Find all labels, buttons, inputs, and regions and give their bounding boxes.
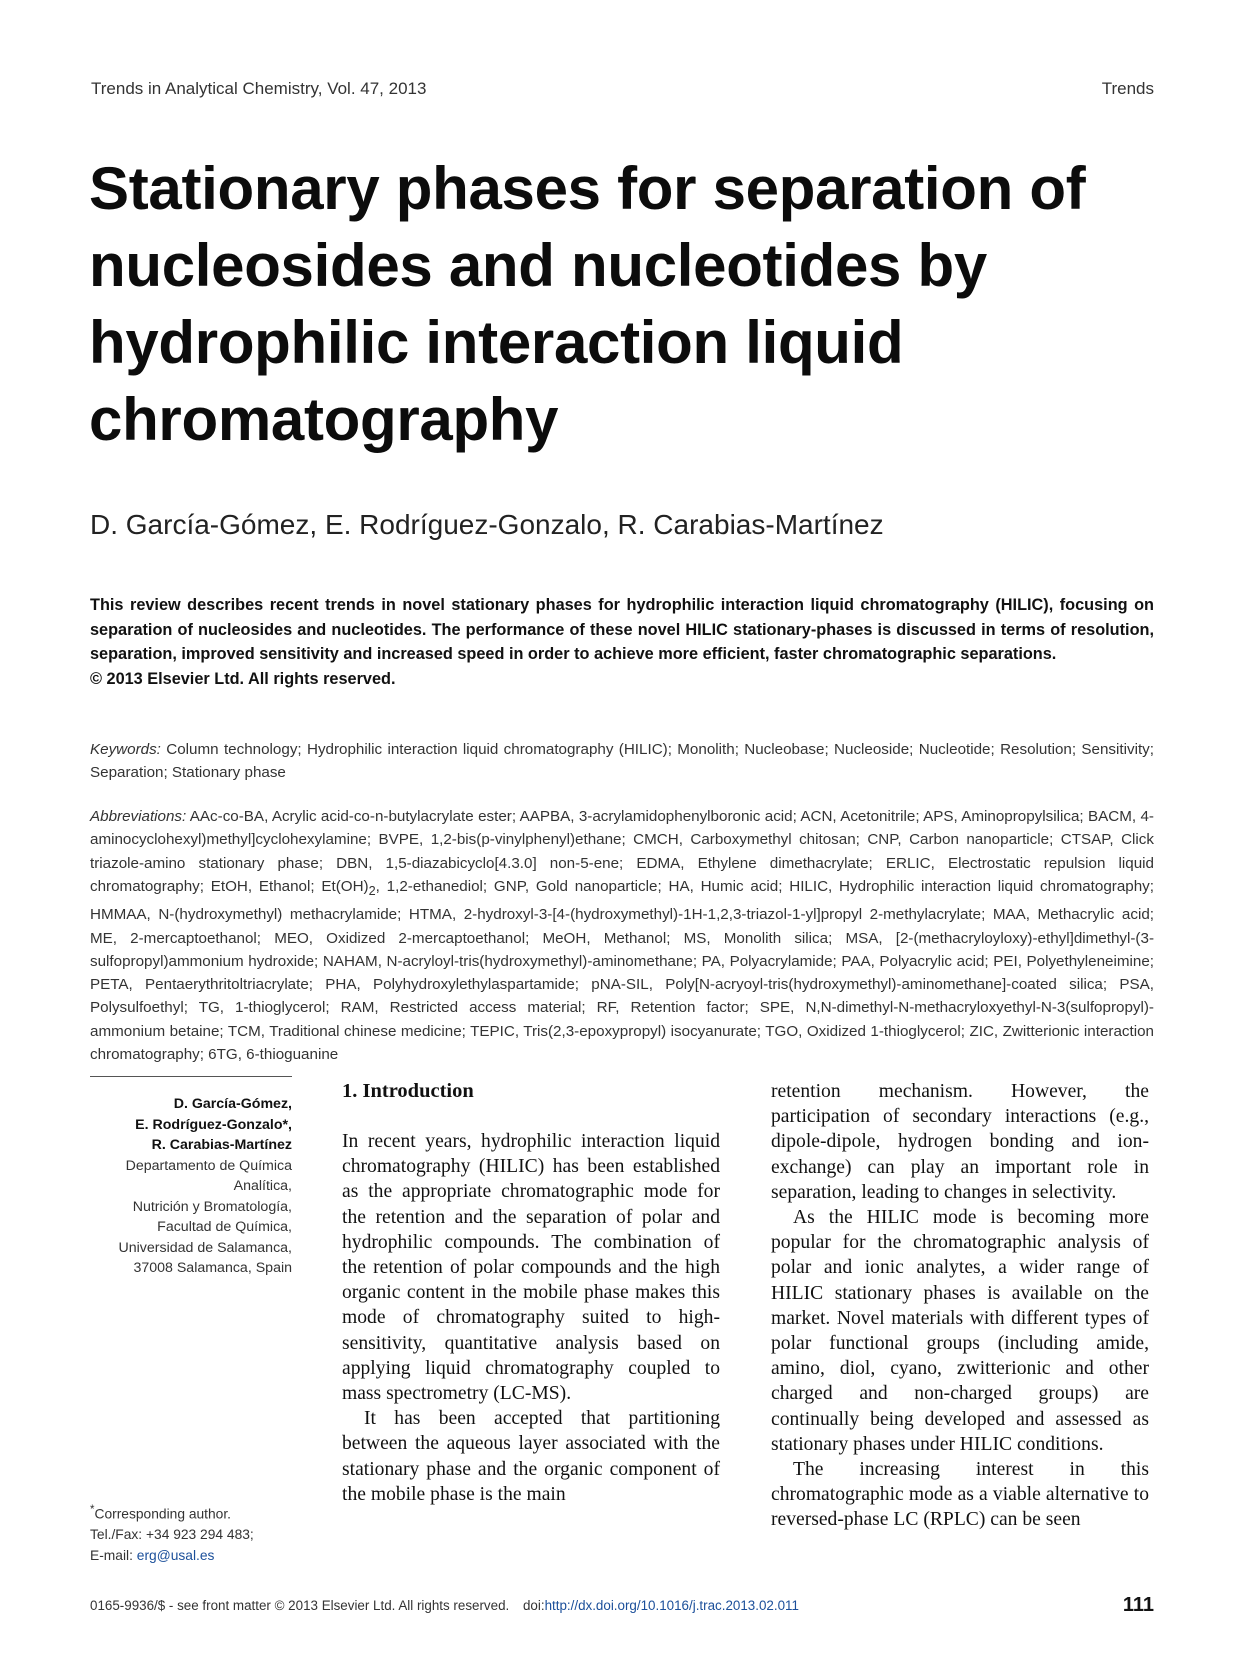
affiliation-author-1: D. García-Gómez, <box>173 1096 292 1112</box>
corresponding-author-note <box>90 1500 300 1566</box>
body-paragraph: The increasing interest in this chromatographic mode as a viable alternative to reversed-phase LC (RPLC) can be seen <box>771 1459 1149 1531</box>
abbreviations-text-part-1: AAc-co-BA, Acrylic acid-co-n-butylacrylate ester; AAPBA, 3-acrylamidophenylboronic acid; ACN, Acetonitrile; APS, Aminopropylsilica; BACM, 4-aminocyclohexyl)methyl]cyclohexylamine; BVPE, 1,2-bis(p-vinylphenyl)ethane; CMCH, Carboxymethyl chitosan; CNP, Carbon nanoparticle; CTSAP, Click triazole-amino stationary phase; DBN, 1,5-diazabicyclo[4.3.0] non-5-ene; EDMA, Ethylene dimethacrylate; ERLIC, Electrostatic repulsion liquid chromatography; EtOH, Ethanol; Et(OH) <box>90 808 1154 895</box>
body-paragraph: retention mechanism. However, the participation of secondary interactions (e.g., dipole-dipole, hydrogen bonding and ion-exchange) can play an important role in separation, leading to changes in selectivity. <box>771 1081 1149 1203</box>
affiliation-line: Analítica, <box>233 1178 292 1194</box>
keywords-label: Keywords: <box>90 741 161 758</box>
body-paragraph: In recent years, hydrophilic interaction liquid chromatography (HILIC) has been established as the appropriate chromatographic mode for the retention and the separation of polar and hydrophilic compounds. The combination of the retention of polar compounds and the high organic content in the mobile phase makes this mode of chromatography suited to high-sensitivity, quantitative analysis based on applying liquid chromatography coupled to mass spectrometry (LC-MS). <box>342 1131 720 1405</box>
keywords-text: Column technology; Hydrophilic interaction liquid chromatography (HILIC); Monolith; Nucleobase; Nucleoside; Nucleotide; Resolution; Sensitivity; Separation; Stationary phase <box>90 741 1154 781</box>
affiliation-line: Departamento de Química <box>125 1157 292 1174</box>
affiliation-line: Nutrición y Bromatología, <box>132 1198 292 1215</box>
article-title: Stationary phases for separation of nucleosides and nucleotides by hydrophilic interaction liquid chromatography <box>89 155 1086 453</box>
page-footer <box>90 1594 1154 1618</box>
running-head <box>91 79 1154 103</box>
abbreviations-label: Abbreviations: <box>90 808 187 825</box>
affiliation-author-2: E. Rodríguez-Gonzalo*, <box>135 1116 292 1133</box>
body-paragraph: As the HILIC mode is becoming more popular for the chromatographic analysis of polar and ionic analytes, a wider range of HILIC stationary phases is available on the market. Novel materials with different types of polar functional groups (including amide, amino, diol, cyano, zwitterionic and other charged and non-charged groups) are continually being developed and assessed as stationary phases under HILIC conditions. <box>771 1207 1149 1455</box>
author-affiliation <box>90 1094 292 1279</box>
doi-label: doi: <box>522 1598 545 1613</box>
sidebar-divider <box>90 1076 292 1077</box>
body-paragraph: It has been accepted that partitioning between the aqueous layer associated with the stationary phase and the organic component of the mobile phase is the main <box>342 1408 720 1505</box>
section-heading-introduction: 1. Introduction <box>342 1080 474 1102</box>
issn-line: 0165-9936/$ - see front matter © 2013 Elsevier Ltd. All rights reserved. <box>90 1598 510 1613</box>
abbreviations-text-part-2: , 1,2-ethanediol; GNP, Gold nanoparticle; HA, Humic acid; HILIC, Hydrophilic interaction liquid chromatography; HMMAA, N-(hydroxymethyl) methacrylamide; HTMA, 2-hydroxyl-3-[4-(hydroxymethyl)-1H-1,2,3-triazol-1-yl]propyl 2-methylacrylate; MAA, Methacrylic acid; ME, 2-mercaptoethanol; MEO, Oxidized 2-mercaptoethanol; MeOH, Methanol; MS, Monolith silica; MSA, [2-(methacryloyloxy)-ethyl]dimethyl-(3-sulfopropyl)ammonium hydroxide; NAHAM, N-acryloyl-tris(hydroxymethyl)-aminomethane; PA, Polyacrylamide; PAA, Polyacrylic acid; PEI, Polyethyleneimine; PETA, Pentaerythritoltriacrylate; PHA, Polyhydroxylethylaspartamide; pNA-SIL, Poly[N-acryoyl-tris(hydroxymethyl)-aminomethane]-coated silica; PSA, Polysulfoethyl; TG, 1-thioglycerol; RAM, Restricted access material; RF, Retention factor; SPE, N,N-dimethyl-N-methacryloxyethyl-N-3(sulfopropyl)-ammonium betaine; TCM, Traditional chinese medicine; TEPIC, Tris(2,3-epoxypropyl) isocyanurate; TGO, Oxidized 1-thioglycerol; ZIC, Zwitterionic interaction chromatography; 6TG, 6-thioguanine <box>90 877 1154 1063</box>
abstract <box>90 593 1154 691</box>
affiliation-line: Universidad de Salamanca, <box>118 1239 292 1256</box>
body-column-1 <box>342 1079 720 1507</box>
corresponding-label: Corresponding author. <box>94 1506 232 1522</box>
abstract-copyright: © 2013 Elsevier Ltd. All rights reserved. <box>90 669 396 688</box>
email-link[interactable]: erg@usal.es <box>136 1547 215 1563</box>
abbreviations <box>90 805 1154 1066</box>
body-column-2 <box>771 1079 1149 1533</box>
affiliation-author-3: R. Carabias-Martínez <box>151 1137 292 1153</box>
footnote-mark: * <box>90 1504 95 1516</box>
keywords <box>90 738 1154 784</box>
affiliation-line: Facultad de Química, <box>157 1219 292 1235</box>
corresponding-tel: Tel./Fax: +34 923 294 483; <box>90 1527 254 1543</box>
abstract-text: This review describes recent trends in novel stationary phases for hydrophilic interaction liquid chromatography (HILIC), focusing on separation of nucleosides and nucleotides. The performance of these novel HILIC stationary-phases is discussed in terms of resolution, separation, improved sensitivity and increased speed in order to achieve more efficient, faster chromatographic separations. <box>90 596 1154 663</box>
affiliation-line: 37008 Salamanca, Spain <box>133 1260 292 1276</box>
journal-citation: Trends in Analytical Chemistry, Vol. 47, 2013 <box>91 79 427 98</box>
abbreviations-subscript: 2 <box>368 883 376 898</box>
section-label: Trends <box>1101 79 1154 98</box>
doi-link[interactable]: http://dx.doi.org/10.1016/j.trac.2013.02.011 <box>544 1598 799 1613</box>
author-list: D. García-Gómez, E. Rodríguez-Gonzalo, R. Carabias-Martínez <box>90 509 884 540</box>
email-label: E-mail: <box>90 1547 137 1563</box>
page-number: 111 <box>1122 1594 1154 1616</box>
